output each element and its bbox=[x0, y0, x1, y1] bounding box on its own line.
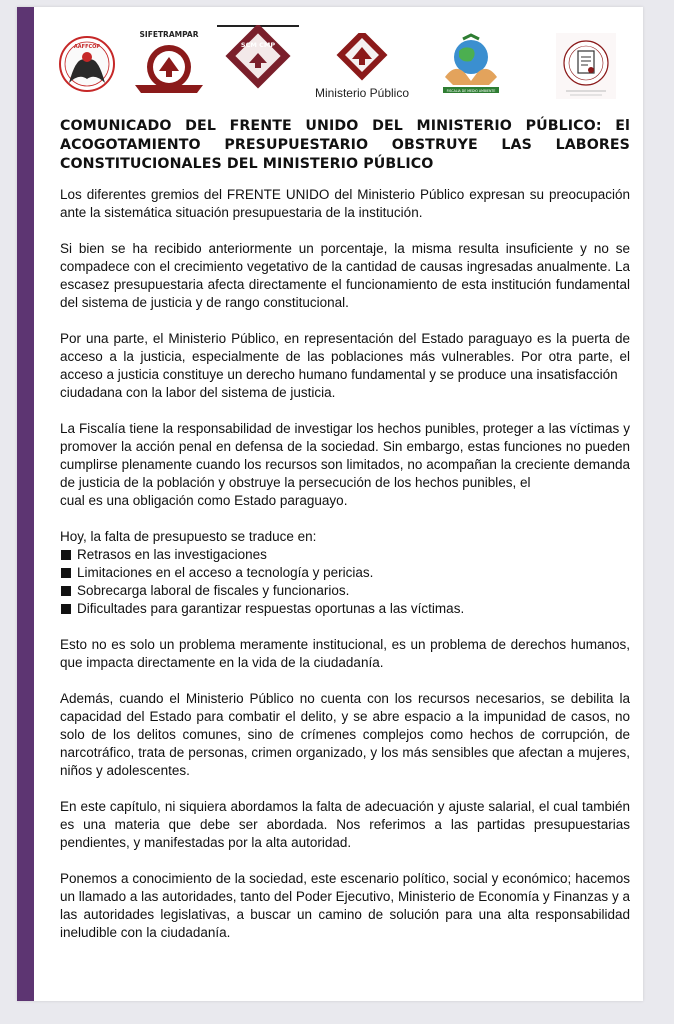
sifetrampar-text: SIFETRAMPAR bbox=[139, 30, 199, 39]
list-item bbox=[60, 564, 630, 582]
medio-ambiente-text: FISCALIA DE MEDIO AMBIENTE bbox=[446, 89, 496, 93]
list-item-text: Limitaciones en el acceso a tecnología y pericias. bbox=[77, 565, 374, 580]
paragraph-6: Esto no es solo un problema meramente institucional, es un problema de derechos humanos, que impacta directamente en la vida de la ciudadanía. bbox=[60, 637, 630, 670]
square-bullet-icon bbox=[61, 550, 71, 560]
list-item-text: Sobrecarga laboral de fiscales y funcionarios. bbox=[77, 583, 350, 598]
paragraph-1: Los diferentes gremios del FRENTE UNIDO del Ministerio Público expresan su preocupación ante la sistemática situación presupuestaria de la institución. bbox=[60, 187, 630, 220]
communique-body bbox=[60, 117, 630, 960]
scm-cmp-text: SCM CMP bbox=[240, 41, 276, 49]
paragraph-7: Además, cuando el Ministerio Público no cuenta con los recursos necesarios, se debilita la capacidad del Estado para combatir el delito, y se abre espacio a la impunidad de casos, no solo de los delitos comunes, sino de crímenes complejos como hechos de corrupción, de narcotráfico, trata de personas, crimen organizado, y los más sensibles que afectan a mujeres, niños y adolescentes. bbox=[60, 691, 630, 778]
paragraph-3-part-b: ciudadana con la labor del sistema de justicia. bbox=[60, 385, 336, 400]
budget-consequences-list bbox=[60, 546, 630, 618]
scm-cmp-logo bbox=[217, 25, 299, 91]
paragraph-4-part-b: cual es una obligación como Estado paraguayo. bbox=[60, 493, 348, 508]
paragraph-9: Ponemos a conocimiento de la sociedad, este escenario político, social y económico; hacemos un llamado a las autoridades, tanto del Poder Ejecutivo, Ministerio de Economía y Finanzas y a las autoridades legislativas, a buscar un camino de solución para una alta responsabilidad ineludible con la ciudadanía. bbox=[60, 871, 630, 940]
list-item-text: Dificultades para garantizar respuestas oportunas a las víctimas. bbox=[77, 601, 465, 616]
square-bullet-icon bbox=[61, 586, 71, 596]
ministerio-publico-logo bbox=[312, 33, 412, 103]
list-item bbox=[60, 546, 630, 564]
logo-strip bbox=[57, 25, 643, 107]
accent-bar bbox=[17, 7, 34, 1001]
communique-title: COMUNICADO DEL FRENTE UNIDO DEL MINISTERIO PÚBLICO: El ACOGOTAMIENTO PRESUPUESTARIO OBSTRUYE LAS LABORES CONSTITUCIONALES DEL MINISTERIO PÚBLICO bbox=[60, 118, 630, 172]
square-bullet-icon bbox=[61, 604, 71, 614]
logo-1-text: AAFFCOP bbox=[73, 44, 101, 50]
paragraph-4 bbox=[60, 420, 630, 510]
paragraph-2: Si bien se ha recibido anteriormente un porcentaje, la misma resulta insuficiente y no se compadece con el crecimiento vegetativo de la cantidad de causas ingresadas anualmente. La escasez presupuestaria afecta directamente el funcionamiento de esta institución fundamental del sistema de justicia y de rango constitucional. bbox=[60, 241, 630, 310]
ministerio-publico-text: Ministerio Público bbox=[314, 86, 410, 100]
list-item-text: Retrasos en las investigaciones bbox=[77, 547, 267, 562]
paragraph-3-part-a: Por una parte, el Ministerio Público, en representación del Estado paraguayo es la puerta de acceso a la justicia, especialmente de las poblaciones más vulnerables. Por otra parte, el acceso a justicia constituye un derecho humano fundamental y se produce una insatisfacción bbox=[60, 331, 630, 382]
square-bullet-icon bbox=[61, 568, 71, 578]
document-seal-logo bbox=[554, 33, 618, 99]
paragraph-4-part-a: La Fiscalía tiene la responsabilidad de investigar los hechos punibles, proteger a las víctimas y promover la acción penal en defensa de la sociedad. Sin embargo, estas funciones no pueden cumplirse plenamente cuando los recursos son limitados, no acompañan la creciente demanda de justicia de la población y obstruye la persecución de los hechos punibles, el bbox=[60, 421, 630, 490]
sifetrampar-logo bbox=[129, 27, 209, 99]
list-item bbox=[60, 600, 630, 618]
paragraph-3 bbox=[60, 330, 630, 402]
association-logo-1 bbox=[57, 33, 117, 95]
budget-consequences-intro: Hoy, la falta de presupuesto se traduce en: bbox=[60, 529, 317, 544]
paragraph-8: En este capítulo, ni siquiera abordamos la falta de adecuación y ajuste salarial, el cual también es una materia que debe ser abordada. Nos referimos a las partidas presupuestarias pendientes, y manifestadas por la alta autoridad. bbox=[60, 799, 630, 850]
list-item bbox=[60, 582, 630, 600]
medio-ambiente-logo bbox=[433, 33, 509, 95]
document-page bbox=[17, 7, 643, 1001]
